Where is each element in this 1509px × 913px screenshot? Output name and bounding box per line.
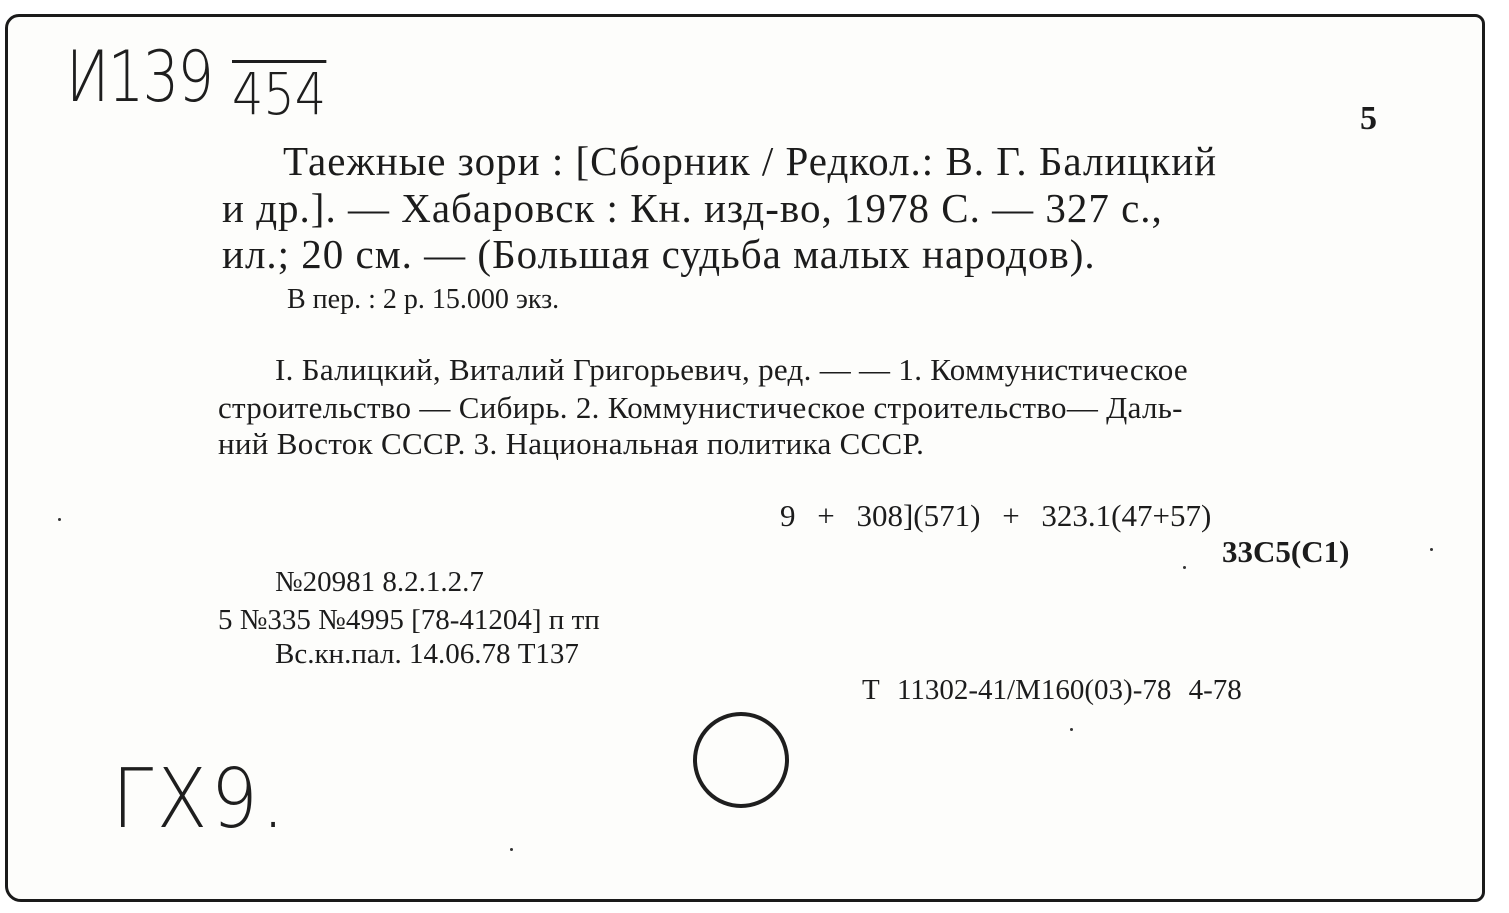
handwritten-inventory-fraction <box>232 60 327 128</box>
page-number: 5 <box>1360 100 1377 137</box>
handwritten-inventory-number <box>66 36 212 118</box>
inventory-prefix: И139 <box>66 36 213 118</box>
title-line-3: ил.; 20 см. — (Большая судьба малых народов). <box>222 231 1096 277</box>
circle-stamp <box>688 705 798 815</box>
handwritten-shelf-mark: ГХ9. <box>112 752 289 847</box>
inventory-fraction: 454 <box>232 60 327 128</box>
title-line-1: Таежные зори : [Сборник / Редкол.: В. Г. Балицкий <box>283 138 1218 184</box>
subject-line-1: I. Балицкий, Виталий Григорьевич, ред. — — 1. Коммунистическое <box>275 352 1188 387</box>
speck <box>510 848 513 851</box>
speck <box>1430 548 1433 551</box>
title-line-2: и др.]. — Хабаровск : Кн. изд-во, 1978 С. — 327 с., <box>222 185 1163 231</box>
subject-line-3: ний Восток СССР. 3. Национальная политика СССР. <box>218 426 925 461</box>
classification-index: 9 + 308](571) + 323.1(47+57) <box>780 498 1212 533</box>
classification-code: 33С5(С1) <box>1222 534 1350 569</box>
speck <box>1183 566 1186 569</box>
record-line-1: №20981 8.2.1.2.7 <box>275 566 484 598</box>
price-line: В пер. : 2 р. 15.000 экз. <box>287 284 560 315</box>
record-line-3: Вс.кн.пал. 14.06.78 Т137 <box>275 638 579 670</box>
publisher-code: Т 11302-41/М160(03)-78 4-78 <box>862 674 1242 706</box>
speck <box>58 518 61 521</box>
record-line-2: 5 №335 №4995 [78-41204] п тп <box>218 604 600 636</box>
subject-line-2: строительство — Сибирь. 2. Коммунистическое строительство— Даль- <box>218 390 1183 425</box>
speck <box>1070 728 1073 731</box>
